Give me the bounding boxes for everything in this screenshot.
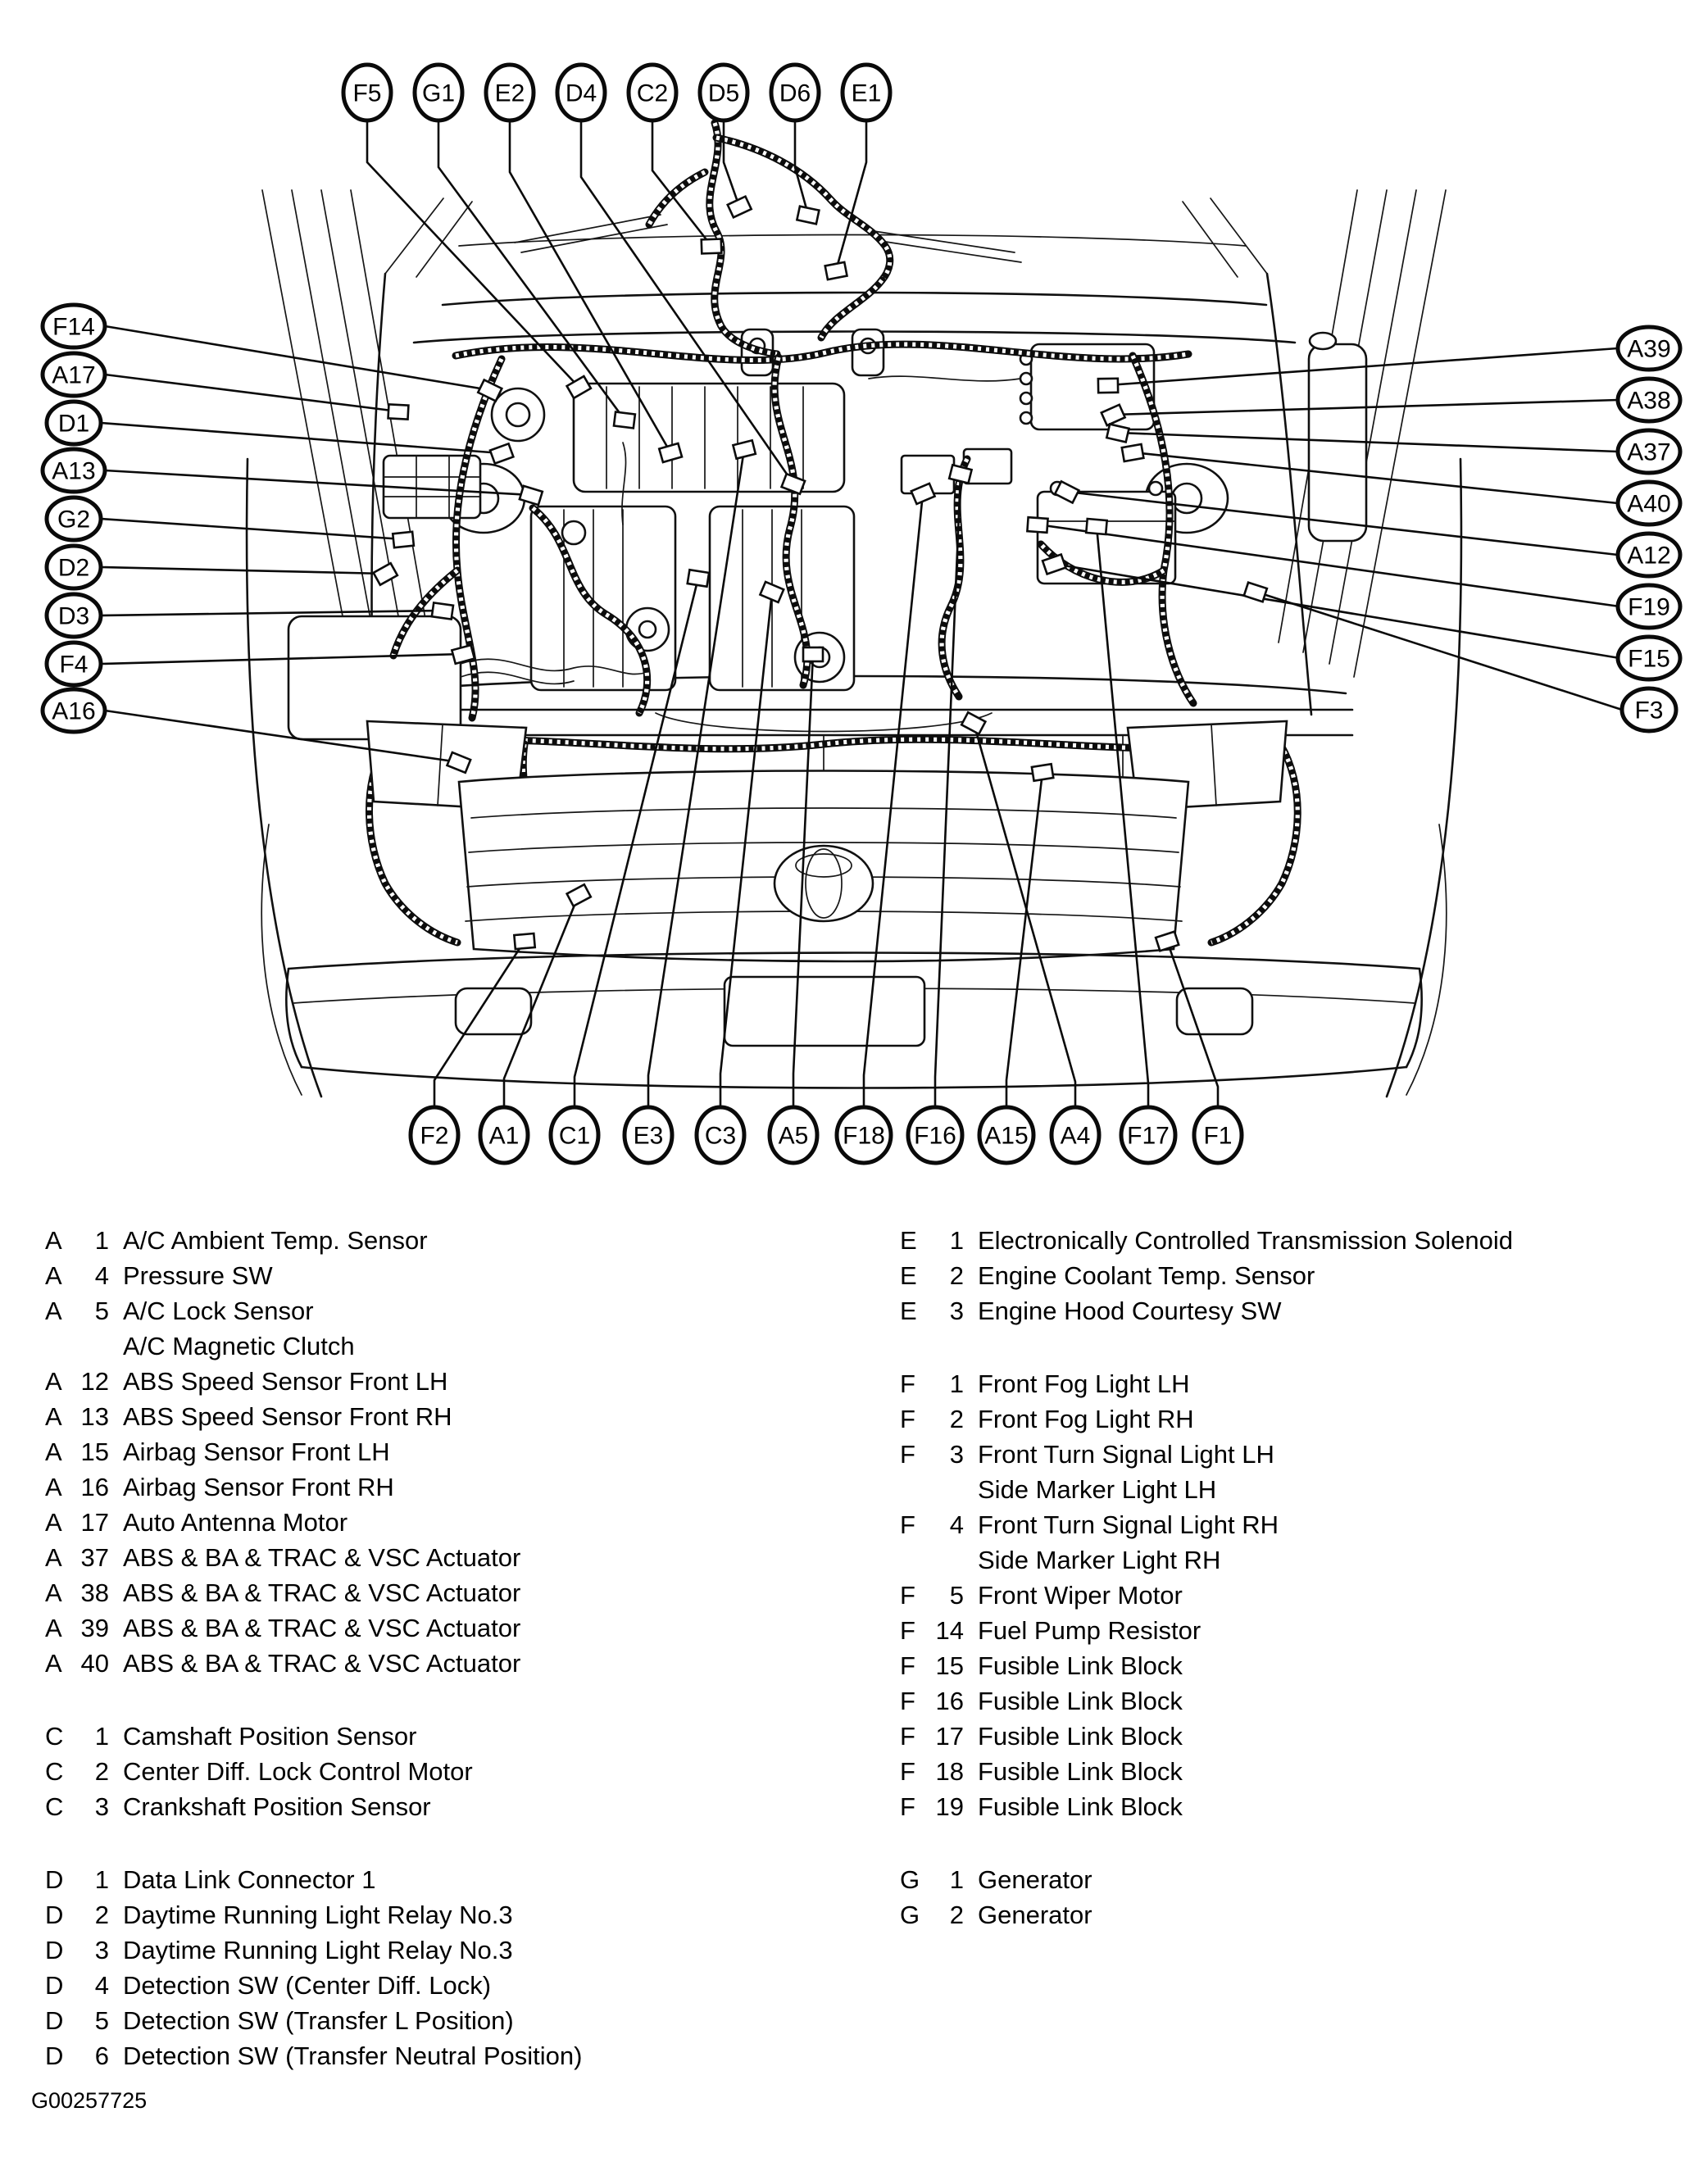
legend-row (900, 1437, 1513, 1472)
legend-row (45, 2038, 582, 2073)
legend-code-letter: G (900, 1901, 920, 1929)
callout-label: F4 (59, 651, 89, 679)
leader-line (101, 567, 385, 574)
callout-label: F1 (1203, 1122, 1233, 1150)
legend-code-letter: F (900, 1405, 915, 1433)
legend-code-letter: A (45, 1297, 62, 1325)
callout-label: D2 (57, 554, 90, 582)
fusible-link-block (964, 449, 1011, 484)
legend-description: Detection SW (Transfer L Position) (123, 2006, 514, 2035)
legend-code-number: 2 (949, 1405, 964, 1433)
legend-row (45, 1932, 582, 1968)
toyota-emblem (775, 846, 873, 921)
legend-row (900, 1293, 1513, 1328)
legend-code-number: 38 (80, 1578, 109, 1607)
legend-code-letter: A (45, 1261, 62, 1290)
callout-C1 (551, 1107, 598, 1163)
connector (1027, 517, 1047, 533)
callout-A4 (1052, 1107, 1099, 1163)
legend-row (45, 1328, 582, 1364)
leader-line (1054, 564, 1619, 658)
legend-description: ABS & BA & TRAC & VSC Actuator (123, 1578, 521, 1607)
leader-line (724, 120, 739, 207)
legend-code-number: 3 (949, 1297, 964, 1325)
legend-code-letter: A (45, 1473, 62, 1501)
legend-description: Auto Antenna Motor (123, 1508, 348, 1537)
callout-label: A4 (1060, 1122, 1091, 1150)
callout-label: D5 (707, 79, 740, 107)
callout-label: D4 (565, 79, 597, 107)
callout-label: F16 (914, 1122, 956, 1150)
legend-description: ABS & BA & TRAC & VSC Actuator (123, 1614, 521, 1642)
legend-code-letter: A (45, 1543, 62, 1572)
legend-code-letter: C (45, 1722, 64, 1751)
callout-label: F18 (843, 1122, 885, 1150)
legend-description: Daytime Running Light Relay No.3 (123, 1901, 513, 1929)
legend-description: Fusible Link Block (978, 1792, 1183, 1821)
legend-row (45, 1789, 582, 1824)
legend-description: ABS Speed Sensor Front RH (123, 1402, 452, 1431)
legend-row (900, 1897, 1513, 1932)
callout-label: D6 (779, 79, 811, 107)
callout-label: C1 (558, 1122, 591, 1150)
legend-description: Airbag Sensor Front LH (123, 1437, 390, 1466)
callout-F1 (1194, 1107, 1242, 1163)
callout-A37 (1618, 430, 1680, 473)
legend-code-letter: F (900, 1651, 915, 1680)
legend-row (45, 1434, 582, 1469)
legend-code-number: 3 (949, 1440, 964, 1469)
legend-row (45, 1364, 582, 1399)
legend-code-number: 5 (94, 2006, 109, 2035)
callout-F19 (1618, 585, 1680, 628)
legend-code-letter (900, 1542, 929, 1578)
legend-description: Pressure SW (123, 1261, 273, 1290)
legend-description: Detection SW (Transfer Neutral Position) (123, 2041, 583, 2070)
legend-row (45, 2003, 582, 2038)
callout-A40 (1618, 482, 1680, 525)
figure-id: G00257725 (31, 2088, 148, 2113)
callout-label: A39 (1627, 335, 1671, 363)
legend-description: A/C Lock Sensor (123, 1297, 314, 1325)
connector (1244, 583, 1267, 602)
callout-D2 (47, 546, 101, 588)
leader-line (1118, 433, 1618, 452)
legend-code-letter: C (45, 1792, 64, 1821)
callout-F14 (43, 305, 105, 347)
callout-C3 (697, 1107, 744, 1163)
callout-label: G1 (421, 79, 456, 107)
callout-label: A13 (52, 457, 96, 485)
legend-code-number: 1 (94, 1865, 109, 1894)
legend-code-number: 1 (94, 1722, 109, 1751)
legend-code-number: 4 (94, 1971, 109, 2000)
callout-D1 (47, 402, 101, 444)
legend-description: Electronically Controlled Transmission Solenoid (978, 1226, 1514, 1255)
callout-label: D1 (57, 410, 90, 438)
callout-F17 (1121, 1107, 1175, 1163)
legend-code-number: 1 (949, 1226, 964, 1255)
legend-code-letter: F (900, 1792, 915, 1821)
connector (1106, 425, 1129, 443)
callout-C2 (629, 65, 676, 120)
legend-code-letter: E (900, 1226, 917, 1255)
callout-F2 (411, 1107, 458, 1163)
legend-section-D (45, 1862, 582, 2073)
connector (614, 412, 635, 429)
legend-description: Generator (978, 1901, 1092, 1929)
legend-description: A/C Ambient Temp. Sensor (123, 1226, 428, 1255)
callout-label: A37 (1627, 438, 1671, 466)
legend-row (45, 1540, 582, 1575)
legend-code-number: 18 (935, 1757, 964, 1786)
callout-G1 (415, 65, 462, 120)
legend-description: Side Marker Light LH (978, 1475, 1217, 1504)
callout-label: G2 (57, 506, 91, 534)
callout-E3 (625, 1107, 672, 1163)
legend-code-number: 1 (949, 1369, 964, 1398)
legend-code-letter: F (900, 1616, 915, 1645)
legend-description: ABS & BA & TRAC & VSC Actuator (123, 1649, 521, 1678)
callout-A16 (43, 689, 105, 732)
callout-A38 (1618, 379, 1680, 421)
legend-code-number: 5 (949, 1581, 964, 1610)
callout-F15 (1618, 637, 1680, 679)
legend-code-number: 6 (94, 2041, 109, 2070)
legend-code-letter: F (900, 1722, 915, 1751)
legend-description: Airbag Sensor Front RH (123, 1473, 394, 1501)
legend-description: Side Marker Light RH (978, 1546, 1221, 1574)
legend-code-letter: A (45, 1226, 62, 1255)
connector (702, 239, 722, 254)
legend-row (900, 1507, 1513, 1542)
legend-column-left (45, 1223, 582, 2073)
connector (1098, 379, 1118, 393)
legend-code-letter: E (900, 1261, 917, 1290)
legend-row (45, 1646, 582, 1681)
legend-code-letter (45, 1328, 75, 1364)
legend-row (900, 1683, 1513, 1719)
legend-description: Center Diff. Lock Control Motor (123, 1757, 473, 1786)
connector (393, 532, 414, 547)
callout-label: A5 (778, 1122, 809, 1150)
legend-description: Engine Hood Courtesy SW (978, 1297, 1282, 1325)
leader-line (101, 519, 403, 539)
legend-code-number: 17 (80, 1508, 109, 1537)
license-plate-recess (725, 977, 924, 1046)
legend-row (900, 1366, 1513, 1401)
connector (1032, 764, 1053, 781)
legend-description: Fusible Link Block (978, 1722, 1183, 1751)
legend-row (45, 1399, 582, 1434)
callout-label: A40 (1627, 490, 1671, 518)
leader-line (836, 120, 866, 270)
legend-description: Fusible Link Block (978, 1757, 1183, 1786)
legend-section-C (45, 1719, 582, 1824)
legend-description: Front Turn Signal Light LH (978, 1440, 1274, 1469)
legend-code-number: 13 (80, 1402, 109, 1431)
legend-code-letter (900, 1472, 929, 1507)
callout-label: A38 (1627, 387, 1671, 415)
legend-row (45, 1862, 582, 1897)
callout-G2 (47, 497, 101, 540)
legend-code-number: 2 (94, 1901, 109, 1929)
legend-code-letter: D (45, 1936, 64, 1964)
front-end (286, 721, 1421, 1088)
connector (374, 563, 397, 585)
legend-code-number: 16 (935, 1687, 964, 1715)
legend-code-number: 15 (80, 1437, 109, 1466)
fog-light-left (456, 988, 531, 1034)
legend-code-number: 3 (94, 1936, 109, 1964)
legend-description: Fusible Link Block (978, 1687, 1183, 1715)
legend-row (45, 1897, 582, 1932)
legend-row (900, 1258, 1513, 1293)
legend-code-number: 2 (94, 1757, 109, 1786)
legend-section-A (45, 1223, 582, 1681)
legend-section-E (900, 1223, 1513, 1328)
legend-row (900, 1719, 1513, 1754)
legend-code-number: 1 (949, 1865, 964, 1894)
legend-code-letter: D (45, 2006, 64, 2035)
legend-code-letter: C (45, 1757, 64, 1786)
legend-code-number: 14 (935, 1616, 964, 1645)
callout-E1 (843, 65, 890, 120)
legend-code-number: 17 (935, 1722, 964, 1751)
legend-row (45, 1575, 582, 1610)
leader-line (101, 611, 443, 615)
callout-A17 (43, 353, 105, 396)
legend-description: Crankshaft Position Sensor (123, 1792, 431, 1821)
connector (797, 207, 819, 225)
legend-section-F (900, 1366, 1513, 1824)
legend-code-number: 19 (935, 1792, 964, 1821)
legend-description: ABS Speed Sensor Front LH (123, 1367, 448, 1396)
legend-code-number: 12 (80, 1367, 109, 1396)
legend-description: Detection SW (Center Diff. Lock) (123, 1971, 492, 2000)
connector (388, 404, 409, 419)
legend-row (45, 1258, 582, 1293)
legend-code-letter: D (45, 1971, 64, 2000)
legend-column-right (900, 1223, 1513, 1932)
oil-filler-cap (562, 521, 585, 544)
callout-F18 (837, 1107, 891, 1163)
callout-label: F2 (420, 1122, 449, 1150)
connector (728, 197, 752, 218)
leader-line (438, 120, 625, 420)
connector (514, 933, 534, 949)
connector (1122, 444, 1144, 461)
callout-F3 (1622, 688, 1676, 731)
legend-row (45, 1610, 582, 1646)
legend-section-G (900, 1862, 1513, 1932)
callout-label: A16 (52, 697, 96, 725)
legend-row (45, 1469, 582, 1505)
legend-code-letter: G (900, 1865, 920, 1894)
legend-description: A/C Magnetic Clutch (123, 1332, 355, 1360)
callout-label: F14 (52, 313, 95, 341)
legend-row (45, 1293, 582, 1328)
legend-code-number: 2 (949, 1261, 964, 1290)
legend-code-number: 3 (94, 1792, 109, 1821)
callout-label: F15 (1628, 645, 1670, 673)
callout-label: E3 (633, 1122, 664, 1150)
legend-code-number (929, 1542, 964, 1578)
legend-description: Generator (978, 1865, 1092, 1894)
legend-code-number: 15 (935, 1651, 964, 1680)
legend-code-letter: D (45, 2041, 64, 2070)
legend-code-number (929, 1472, 964, 1507)
callout-label: A15 (984, 1122, 1029, 1150)
legend-code-number (75, 1328, 109, 1364)
callout-E2 (486, 65, 534, 120)
callout-label: C2 (636, 79, 669, 107)
leader-line (1256, 592, 1622, 710)
legend-code-number: 16 (80, 1473, 109, 1501)
legend-code-letter: A (45, 1508, 62, 1537)
callout-F5 (343, 65, 391, 120)
legend-code-letter: F (900, 1687, 915, 1715)
connector (803, 647, 823, 661)
legend-row (45, 1754, 582, 1789)
callout-D5 (700, 65, 747, 120)
legend-code-letter: F (900, 1369, 915, 1398)
legend-row (45, 1505, 582, 1540)
legend-code-letter: A (45, 1614, 62, 1642)
connector (432, 602, 453, 619)
legend-code-number: 4 (94, 1261, 109, 1290)
legend-row (45, 1223, 582, 1258)
legend-code-number: 40 (80, 1649, 109, 1678)
legend-description: Fuel Pump Resistor (978, 1616, 1202, 1645)
legend-row (900, 1613, 1513, 1648)
legend-code-letter: F (900, 1581, 915, 1610)
legend-code-letter: F (900, 1757, 915, 1786)
callout-A13 (43, 449, 105, 492)
legend-code-letter: D (45, 1901, 64, 1929)
callout-label: F3 (1634, 697, 1664, 724)
leader-line (101, 423, 502, 453)
legend-row (900, 1472, 1513, 1507)
callout-A15 (979, 1107, 1033, 1163)
callout-A1 (480, 1107, 528, 1163)
legend-row (900, 1401, 1513, 1437)
connector (961, 712, 985, 733)
legend-row (900, 1542, 1513, 1578)
legend-row (45, 1719, 582, 1754)
legend-code-letter: A (45, 1578, 62, 1607)
legend-description: Front Turn Signal Light RH (978, 1510, 1279, 1539)
callout-label: E1 (851, 79, 882, 107)
callout-label: F5 (352, 79, 382, 107)
callout-A39 (1618, 327, 1680, 370)
legend-code-letter: A (45, 1649, 62, 1678)
connector (688, 570, 709, 587)
legend-row (900, 1223, 1513, 1258)
legend-row (900, 1862, 1513, 1897)
legend-row (900, 1648, 1513, 1683)
legend-code-number: 1 (94, 1226, 109, 1255)
callout-A5 (770, 1107, 817, 1163)
engine-components (288, 333, 1366, 739)
legend-code-number: 39 (80, 1614, 109, 1642)
legend-description: ABS & BA & TRAC & VSC Actuator (123, 1543, 521, 1572)
callout-label: A17 (52, 361, 96, 389)
connector (490, 443, 513, 463)
legend-description: Data Link Connector 1 (123, 1865, 376, 1894)
callout-D4 (557, 65, 605, 120)
legend-code-number: 4 (949, 1510, 964, 1539)
leader-line (105, 375, 398, 411)
connector (1086, 519, 1106, 534)
legend-code-number: 2 (949, 1901, 964, 1929)
legend-row (900, 1578, 1513, 1613)
legend-code-letter: A (45, 1402, 62, 1431)
legend-code-letter: E (900, 1297, 917, 1325)
callout-label: A12 (1627, 542, 1671, 570)
legend-code-letter: A (45, 1437, 62, 1466)
legend-code-letter: D (45, 1865, 64, 1894)
callout-F4 (47, 643, 101, 685)
fog-light-right (1177, 988, 1252, 1034)
callout-label: D3 (57, 602, 90, 630)
callout-F16 (908, 1107, 962, 1163)
legend-description: Front Fog Light LH (978, 1369, 1190, 1398)
legend-description: Fusible Link Block (978, 1651, 1183, 1680)
legend-code-letter: A (45, 1367, 62, 1396)
legend-code-number: 5 (94, 1297, 109, 1325)
legend-description: Camshaft Position Sensor (123, 1722, 417, 1751)
callout-label: E2 (494, 79, 525, 107)
legend-description: Front Fog Light RH (978, 1405, 1194, 1433)
callout-label: C3 (704, 1122, 737, 1150)
callout-D6 (771, 65, 819, 120)
legend-row (900, 1789, 1513, 1824)
legend-code-letter: F (900, 1440, 915, 1469)
callout-label: A1 (488, 1122, 520, 1150)
callout-label: F19 (1628, 593, 1670, 621)
legend-row (45, 1968, 582, 2003)
callout-A12 (1618, 534, 1680, 576)
legend-description: Front Wiper Motor (978, 1581, 1183, 1610)
connector (825, 262, 847, 279)
legend-row (900, 1754, 1513, 1789)
callout-D3 (47, 594, 101, 637)
legend-code-number: 37 (80, 1543, 109, 1572)
legend-description: Daytime Running Light Relay No.3 (123, 1936, 513, 1964)
legend-code-letter: F (900, 1510, 915, 1539)
legend-description: Engine Coolant Temp. Sensor (978, 1261, 1315, 1290)
callout-label: F17 (1127, 1122, 1170, 1150)
